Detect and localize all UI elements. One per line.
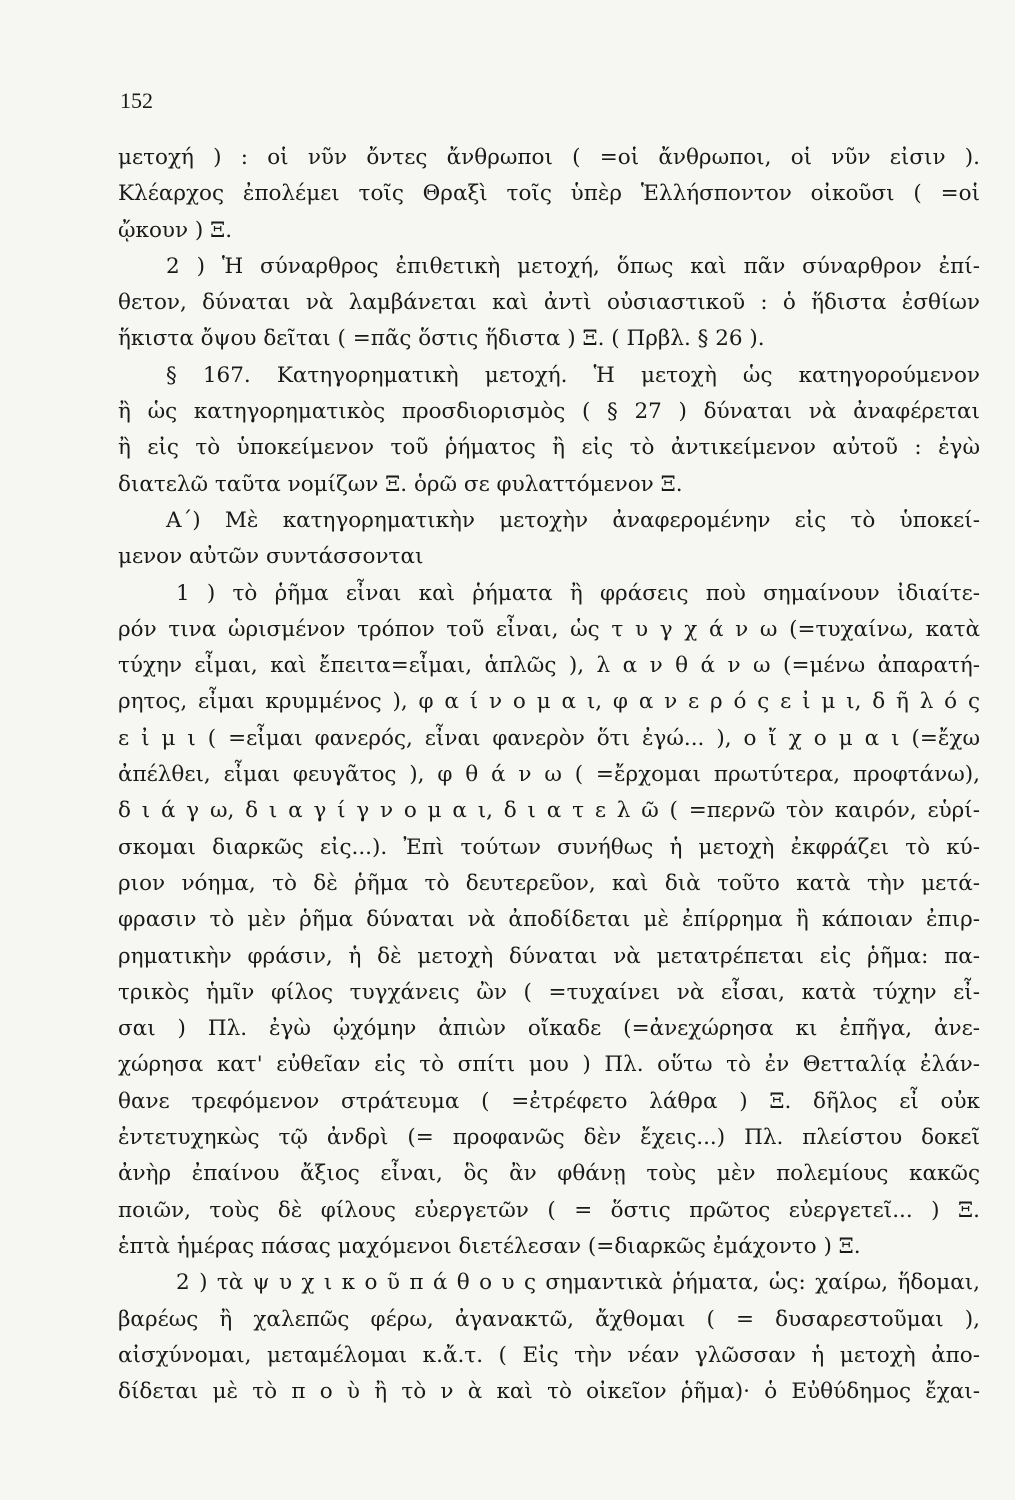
text-line: ριον νόημα, τὸ δὲ ῥῆμα τὸ δευτερεῦον, καὶ διὰ τοῦτο κατὰ τὴν μετά-: [118, 870, 980, 896]
text-line: ἢ ὡς κατηγορηματικὸς προσδιορισμὸς ( § 27 ) δύναται νὰ ἀναφέρεται: [118, 399, 980, 425]
text-line: φρασιν τὸ μὲν ῥῆμα δύναται νὰ ἀποδίδεται μὲ ἐπίρρημα ἢ κάποιαν ἐπιρ-: [118, 907, 980, 933]
text-line: ρητος, εἶμαι κρυμμένος ), φ α ί ν ο μ α ι, φ α ν ε ρ ό ς ε ἰ μ ι, δ ῆ λ ό ς: [118, 689, 980, 715]
text-line: βαρέως ἢ χαλεπῶς φέρω, ἀγανακτῶ, ἄχθομαι ( = δυσαρεστοῦμαι ),: [118, 1306, 980, 1332]
text-line: ἑπτὰ ἡμέρας πάσας μαχόμενοι διετέλεσαν (=διαρκῶς ἐμάχοντο ) Ξ.: [118, 1233, 861, 1259]
text-line: σκομαι διαρκῶς εἰς...). Ἐπὶ τούτων συνήθως ἡ μετοχὴ ἐκφράζει τὸ κύ-: [118, 834, 980, 860]
text-line: ἀπέλθει, εἶμαι φευγᾶτος ), φ θ ά ν ω ( =ἔρχομαι πρωτύτερα, προφτάνω),: [118, 762, 980, 788]
text-line: δ ι ά γ ω, δ ι α γ ί γ ν ο μ α ι, δ ι α τ ε λ ῶ ( =περνῶ τὸν καιρόν, εὑρί-: [118, 798, 980, 824]
text-line: ἥκιστα ὄψου δεῖται ( =πᾶς ὅστις ἥδιστα ) Ξ. ( Πρβλ. § 26 ).: [118, 326, 765, 352]
text-line: ποιῶν, τοὺς δὲ φίλους εὐεργετῶν ( = ὅστις πρῶτος εὐεργετεῖ... ) Ξ.: [118, 1197, 980, 1223]
section-heading-line: § 167. Κατηγορηματικὴ μετοχή. Ἡ μετοχὴ ὡς κατηγορούμενον: [166, 362, 980, 388]
text-line: Α΄) Μὲ κατηγορηματικὴν μετοχὴν ἀναφερομένην εἰς τὸ ὑποκεί-: [166, 507, 980, 533]
text-line: ἢ εἰς τὸ ὑποκείμενον τοῦ ῥήματος ἢ εἰς τὸ ἀντικείμενον αὐτοῦ : ἐγὼ: [118, 435, 980, 461]
text-line: τρικὸς ἡμῖν φίλος τυγχάνεις ὢν ( =τυχαίνει νὰ εἶσαι, κατὰ τύχην εἶ-: [118, 979, 980, 1005]
text-line: 2 ) Ἡ σύναρθρος ἐπιθετικὴ μετοχή, ὅπως καὶ πᾶν σύναρθρον ἐπί-: [166, 253, 980, 279]
text-line: δίδεται μὲ τὸ π ο ὺ ἢ τὸ ν ὰ καὶ τὸ οἰκεῖον ῥῆμα)· ὁ Εὐθύδημος ἔχαι-: [118, 1379, 980, 1405]
text-line: χώρησα κατ' εὐθεῖαν εἰς τὸ σπίτι μου ) Πλ. οὕτω τὸ ἐν Θετταλίᾳ ἐλάν-: [118, 1052, 980, 1078]
text-line: θανε τρεφόμενον στράτευμα ( =ἐτρέφετο λάθρα ) Ξ. δῆλος εἶ οὐκ: [118, 1088, 980, 1114]
text-line: ε ἰ μ ι ( =εἶμαι φανερός, εἶναι φανερὸν ὅτι ἐγώ... ), ο ἴ χ ο μ α ι (=ἔχω: [118, 725, 980, 751]
text-line: Κλέαρχος ἐπολέμει τοῖς Θραξὶ τοῖς ὑπὲρ Ἑλλήσποντον οἰκοῦσι ( =οἱ: [118, 181, 980, 207]
page-number: 152: [120, 88, 153, 113]
text-line: 1 ) τὸ ῥῆμα εἶναι καὶ ῥήματα ἢ φράσεις ποὺ σημαίνουν ἰδιαίτε-: [176, 580, 980, 606]
text-line: ἐντετυχηκὼς τῷ ἀνδρὶ (= προφανῶς δὲν ἔχεις...) Πλ. πλείστου δοκεῖ: [118, 1125, 980, 1151]
text-line: ᾤκουν ) Ξ.: [118, 217, 233, 243]
text-line: τύχην εἶμαι, καὶ ἔπειτα=εἶμαι, ἁπλῶς ), λ α ν θ ά ν ω (=μένω ἀπαρατή-: [118, 653, 980, 679]
text-line: αἰσχύνομαι, μεταμέλομαι κ.ἄ.τ. ( Εἰς τὴν νέαν γλῶσσαν ἡ μετοχὴ ἀπο-: [118, 1342, 980, 1368]
text-line: ἀνὴρ ἐπαίνου ἄξιος εἶναι, ὃς ἂν φθάνῃ τοὺς μὲν πολεμίους κακῶς: [118, 1161, 980, 1187]
text-line: 2 ) τὰ ψ υ χ ι κ ο ῦ π ά θ ο υ ς σημαντικὰ ῥήματα, ὡς: χαίρω, ἥδομαι,: [176, 1270, 980, 1296]
text-line: σαι ) Πλ. ἐγὼ ᾠχόμην ἀπιὼν οἴκαδε (=ἀνεχώρησα κι ἐπῆγα, ἀνε-: [118, 1016, 980, 1042]
text-line: μενον αὐτῶν συντάσσονται: [118, 544, 424, 570]
text-line: ρόν τινα ὡρισμένον τρόπον τοῦ εἶναι, ὡς τ υ γ χ ά ν ω (=τυχαίνω, κατὰ: [118, 616, 980, 642]
text-line: μετοχή ) : οἱ νῦν ὄντες ἄνθρωποι ( =οἱ ἄνθρωποι, οἱ νῦν εἰσιν ).: [118, 145, 980, 170]
text-line: ρηματικὴν φράσιν, ἡ δὲ μετοχὴ δύναται νὰ μετατρέπεται εἰς ῥῆμα: πα-: [118, 943, 980, 969]
body-text: [118, 140, 980, 1410]
text-line: θετον, δύναται νὰ λαμβάνεται καὶ ἀντὶ οὐσιαστικοῦ : ὁ ἥδιστα ἐσθίων: [118, 290, 980, 316]
text-line: διατελῶ ταῦτα νομίζων Ξ. ὁρῶ σε φυλαττόμενον Ξ.: [118, 471, 683, 497]
